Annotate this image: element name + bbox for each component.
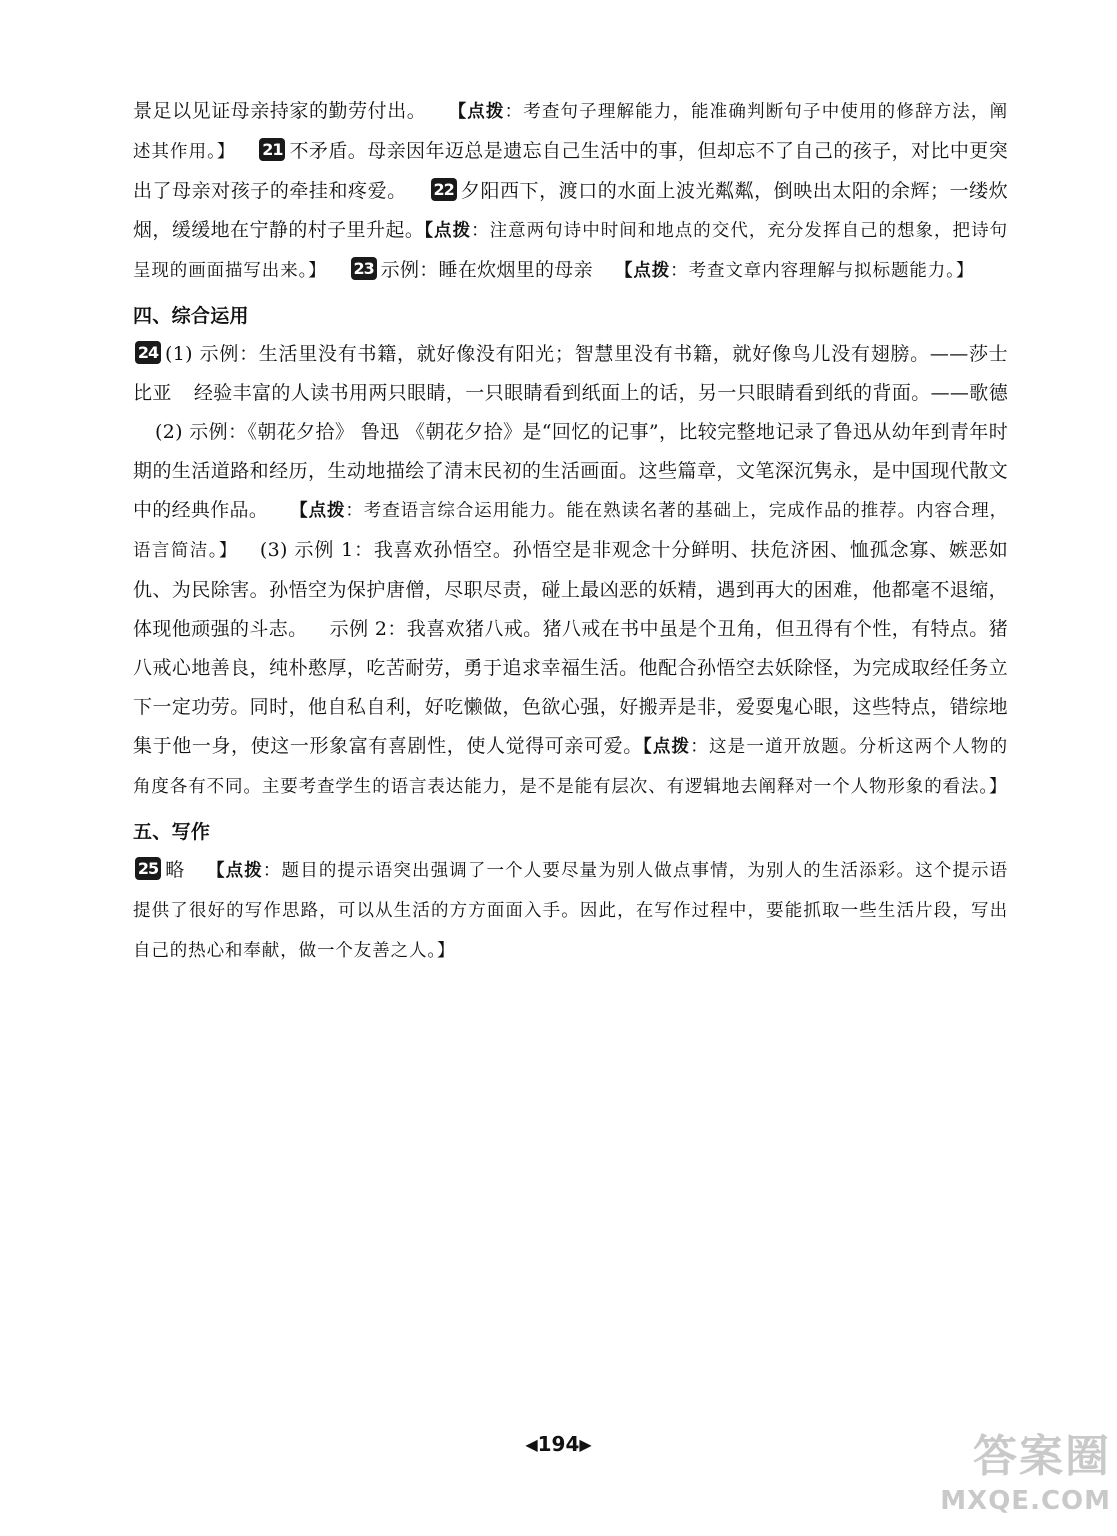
page-number-value: 194 — [537, 1432, 580, 1456]
question-number-badge-25: 25 — [135, 857, 161, 880]
answer-text-21: 不矛盾。母亲因年迈总是遗忘自己生活中的事，但却忘不了自己的孩子，对比中更突出了母亲对孩子的牵挂和疼爱。 — [133, 140, 1008, 202]
watermark-url: MXQE.COM — [940, 1486, 1111, 1516]
hint-note: 【点拨：考查文章内容理解与拟标题能力。】 — [614, 261, 975, 281]
hint-note: 【点拨：这是一道开放题。分析这两个人物的角度各有不同。主要考查学生的语言表达能力，是不是能有层次、有逻辑地去阐释对一个人物形象的看法。】 — [133, 737, 1008, 797]
watermark-title: 答案圈 — [973, 1431, 1111, 1482]
hint-note: 【点拨：题目的提示语突出强调了一个人要尽量为别人做点事情，为别人的生活添彩。这个提示语提供了很好的写作思路，可以从生活的方方面面入手。因此，在写作过程中，要能抓取一些生活片段，写出自己的热心和奉献，做一个友善之人。】 — [133, 861, 1009, 961]
triangle-left-icon: ◀ — [525, 1435, 538, 1454]
answer-text-24-1: (1) 示例：生活里没有书籍，就好像没有阳光；智慧里没有书籍，就好像鸟儿没有翅膀。——莎士比亚 — [133, 343, 1008, 404]
answer-text: 景足以见证母亲持家的勤劳付出。 — [133, 100, 427, 122]
answer-text-23: 示例：睡在炊烟里的母亲 — [380, 259, 593, 281]
question-number-badge-21: 21 — [259, 138, 285, 161]
section-heading-writing: 五、写作 — [133, 821, 211, 843]
answer-paragraph-25 — [133, 851, 1008, 971]
answer-text-24-3: (3) 示例 1：我喜欢孙悟空。孙悟空是非观念十分鲜明、扶危济困、恤孤念寡、嫉恶如仇、为民除害。孙悟空为保护唐僧，尽职尽责，碰上最凶恶的妖精，遇到再大的困难，他都毫不退缩，体现他顽强的斗志。 — [133, 539, 1008, 640]
answer-content — [133, 92, 1008, 971]
hint-note: 【点拨：考查语言综合运用能力。能在熟读名著的基础上，完成作品的推荐。内容合理，语言简洁。】 — [133, 501, 1009, 561]
answer-text-24-3b: 示例 2：我喜欢猪八戒。猪八戒在书中虽是个丑角，但丑得有个性，有特点。猪八戒心地善良，纯朴憨厚，吃苦耐劳，勇于追求幸福生活。他配合孙悟空去妖除怪，为完成取经任务立下一定功劳。同时，他自私自利，好吃懒做，色欲心强，好搬弄是非，爱耍鬼心眼，这些特点，错综地集于他一身，使这一形象富有喜剧性，使人觉得可亲可爱。 — [133, 618, 1008, 757]
answer-paragraph-20-23 — [133, 92, 1008, 291]
answer-text-24-1b: 经验丰富的人读书用两只眼睛，一只眼睛看到纸面上的话，另一只眼睛看到纸的背面。——歌德 — [193, 382, 1008, 404]
answer-text-24-2: (2) 示例：《朝花夕拾》 鲁迅 《朝花夕拾》是“回忆的记事”，比较完整地记录了鲁迅从幼年到青年时期的生活道路和经历，生动地描绘了清末民初的生活画面。这些篇章，文笔深沉隽永，是中国现代散文中的经典作品。 — [133, 421, 1008, 521]
question-number-badge-23: 23 — [351, 257, 377, 280]
hint-note: 【点拨：考查句子理解能力，能准确判断句子中使用的修辞方法，阐述其作用。】 — [133, 102, 1008, 162]
section-heading-comprehensive: 四、综合运用 — [133, 305, 249, 327]
answer-paragraph-24 — [133, 335, 1008, 807]
answer-text-25: 略 — [165, 859, 185, 881]
hint-note: 【点拨：注意两句诗中时间和地点的交代，充分发挥自己的想象，把诗句呈现的画面描写出来。】 — [133, 221, 1008, 281]
triangle-right-icon: ▶ — [579, 1435, 592, 1454]
watermark-logo — [931, 1430, 1111, 1530]
question-number-badge-24: 24 — [135, 341, 161, 364]
answer-text-22: 夕阳西下，渡口的水面上波光粼粼，倒映出太阳的余辉；一缕炊烟，缓缓地在宁静的村子里升起。 — [133, 180, 1009, 241]
question-number-badge-22: 22 — [431, 178, 457, 201]
